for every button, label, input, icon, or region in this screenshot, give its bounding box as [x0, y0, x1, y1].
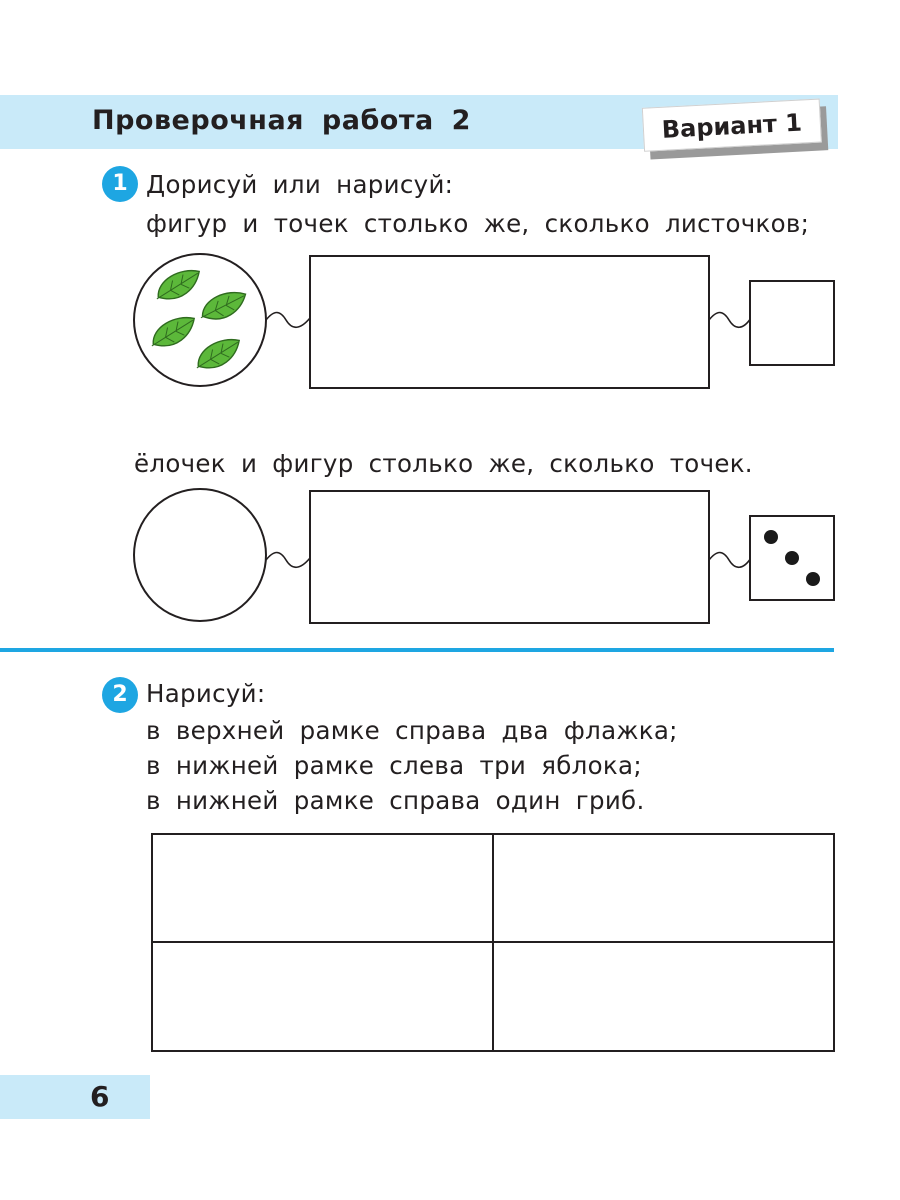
- page-number: 6: [90, 1080, 110, 1113]
- task-2-line-1: в верхней рамке справа два флажка;: [146, 716, 678, 745]
- frame-top-right[interactable]: [493, 834, 834, 942]
- task-2-instruction: Нарисуй:: [146, 679, 266, 708]
- answer-circle-2[interactable]: [134, 489, 266, 621]
- frame-bottom-left[interactable]: [152, 942, 493, 1051]
- dice-dot: [764, 530, 778, 544]
- dice-dot: [785, 551, 799, 565]
- answer-rectangle-1[interactable]: [310, 256, 709, 388]
- task-2-grid: [152, 834, 834, 1051]
- section-divider: [0, 648, 834, 652]
- worksheet-title: Проверочная работа 2: [92, 105, 471, 136]
- answer-square-1[interactable]: [750, 281, 834, 365]
- task-1-instruction: Дорисуй или нарисуй:: [146, 170, 454, 199]
- task-1-line-2: ёлочек и фигур столько же, сколько точек.: [134, 449, 753, 478]
- task-1-row-2: [134, 489, 834, 623]
- connector-left-2: [266, 553, 310, 568]
- dice-dot: [806, 572, 820, 586]
- variant-label: Вариант 1: [642, 99, 822, 152]
- connector-right-2: [709, 553, 751, 568]
- task-1-line-1: фигур и точек столько же, сколько листочков;: [146, 209, 810, 238]
- task-1-number: 1: [102, 166, 138, 202]
- task-1-row-1: [134, 254, 834, 388]
- connector-left-1: [266, 313, 310, 328]
- page-number-band: [0, 1075, 150, 1119]
- frame-top-left[interactable]: [152, 834, 493, 942]
- task-2-line-3: в нижней рамке справа один гриб.: [146, 786, 645, 815]
- connector-right-1: [709, 313, 751, 328]
- frame-bottom-right[interactable]: [493, 942, 834, 1051]
- answer-rectangle-2[interactable]: [310, 491, 709, 623]
- task-2-line-2: в нижней рамке слева три яблока;: [146, 751, 642, 780]
- task-2-number: 2: [102, 677, 138, 713]
